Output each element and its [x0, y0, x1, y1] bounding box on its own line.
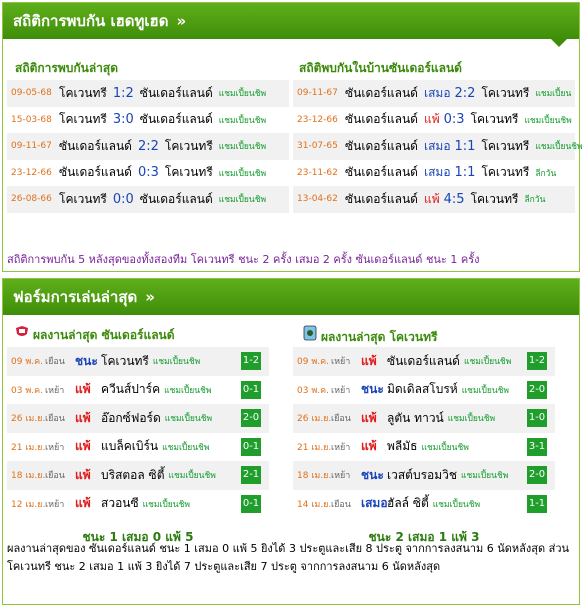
match-result: แพ้ [423, 112, 440, 127]
form-row[interactable] [7, 490, 269, 519]
match-result: ชนะ [361, 467, 384, 482]
opponent[interactable]: โคเวนทรี [101, 353, 149, 368]
score-badge[interactable]: 2-1 [241, 466, 261, 484]
form-total: ชนะ 1 เสมอ 0 แพ้ 5 [82, 530, 194, 544]
match-score[interactable]: 2:2 [137, 138, 159, 154]
score-badge[interactable]: 1-1 [527, 495, 547, 513]
h2h-right-table [293, 80, 583, 213]
competition: แชมเปี้ยนชิพ [218, 168, 267, 179]
home-away: เหย้า [331, 357, 351, 368]
match-result: เสมอ [361, 496, 388, 511]
home-team[interactable]: โคเวนทรี [59, 112, 107, 127]
h2h-row[interactable] [293, 133, 583, 160]
form-left-title-text: ผลงานล่าสุด ซันเดอร์แลนด์ [33, 328, 175, 342]
match-date: 23-12-66 [11, 167, 52, 178]
form-right-table [293, 347, 555, 547]
form-row[interactable] [293, 347, 555, 376]
match-date: 23-11-62 [297, 167, 338, 178]
score-badge[interactable]: 2-0 [241, 409, 261, 427]
home-team[interactable]: ซันเดอร์แลนด์ [345, 112, 418, 127]
opponent[interactable]: เวสต์บรอมวิช [387, 467, 458, 482]
match-score[interactable]: 4:5 [443, 191, 465, 207]
competition: ลีกวัน [524, 195, 546, 206]
competition: แชมเปี้ยนชิพ [447, 414, 496, 425]
score-badge[interactable]: 0-1 [241, 495, 261, 513]
form-row[interactable] [7, 461, 269, 490]
competition: แชมเปี้ยนชิพ [218, 195, 267, 206]
h2h-row[interactable] [293, 186, 575, 213]
match-score[interactable]: 0:3 [137, 165, 159, 181]
opponent[interactable]: ลูตัน ทาวน์ [387, 410, 444, 425]
home-away: เยือน [45, 471, 65, 482]
opponent[interactable]: แบล็คเบิร์น [101, 439, 159, 454]
match-result: แพ้ [75, 410, 91, 425]
match-date: 09-11-67 [11, 141, 52, 152]
competition: แชมเปี้ยนชิพ [535, 142, 583, 153]
score-badge[interactable]: 0-1 [241, 381, 261, 399]
home-away: เยือน [45, 357, 65, 368]
competition: แชมเปี้ยนชิพ [168, 471, 216, 482]
away-team[interactable]: โคเวนทรี [164, 165, 213, 180]
match-score[interactable]: 0:0 [112, 191, 134, 207]
h2h-title: สถิติการพบกัน เฮดทูเฮด [13, 12, 169, 30]
h2h-row[interactable] [7, 186, 289, 213]
home-away: เหย้า [331, 385, 351, 396]
match-date: 09 พ.ค. [11, 357, 43, 368]
away-team[interactable]: โคเวนทรี [481, 85, 530, 100]
match-score[interactable]: 1:1 [454, 165, 476, 181]
match-score[interactable]: 0:3 [443, 112, 465, 128]
score-badge[interactable]: 0-1 [241, 438, 261, 456]
form-left-table [7, 347, 269, 547]
away-team[interactable]: ซันเดอร์แลนด์ [139, 191, 213, 206]
score-badge[interactable]: 3-1 [527, 438, 547, 456]
h2h-left-title: สถิติการพบกันล่าสุด [15, 61, 119, 75]
match-date: 14 เม.ย. [297, 499, 332, 510]
form-right-title-text: ผลงานล่าสุด โคเวนทรี [321, 330, 438, 344]
match-score[interactable]: 2:2 [454, 85, 476, 101]
h2h-row[interactable] [7, 80, 289, 107]
competition: แชมเปี้ยนชิพ [421, 442, 469, 453]
match-date: 23-12-66 [297, 114, 338, 125]
competition: ลีกวัน [535, 168, 557, 179]
chevron-right-icon[interactable]: » [176, 12, 187, 30]
score-badge[interactable]: 1-0 [527, 409, 547, 427]
match-result: แพ้ [75, 382, 91, 397]
match-result: เสมอ [423, 165, 451, 180]
h2h-summary: สถิติการพบกัน 5 หลังสุดของทั้งสองทีม โคเวนทรี ชนะ 2 ครั้ง เสมอ 2 ครั้ง ซันเดอร์แลนด์ ชนะ 1 ครั้ง [7, 253, 480, 266]
competition: แชมเปี้ยนชิพ [152, 357, 201, 368]
home-away: เยือน [331, 499, 351, 510]
match-date: 26 เม.ย. [297, 414, 332, 425]
match-result: แพ้ [423, 191, 440, 206]
match-date: 13-04-62 [297, 194, 338, 205]
match-date: 03 พ.ค. [11, 385, 43, 396]
away-team[interactable]: ซันเดอร์แลนด์ [139, 85, 213, 100]
h2h-row[interactable] [293, 80, 575, 107]
match-date: 18 เม.ย. [297, 471, 332, 482]
competition: แชมเปี้ยนชิพ [164, 414, 213, 425]
away-team[interactable]: โคเวนทรี [481, 165, 530, 180]
match-result: เสมอ [423, 85, 451, 100]
chevron-right-icon[interactable]: » [145, 288, 155, 306]
form-left-title [15, 325, 175, 345]
h2h-header [3, 3, 579, 39]
match-score[interactable]: 1:1 [454, 138, 476, 154]
form-total: ชนะ 2 เสมอ 1 แพ้ 3 [368, 530, 480, 544]
home-away: เยือน [331, 414, 351, 425]
away-team[interactable]: โคเวนทรี [470, 191, 519, 206]
competition: แชมเปี้ยน [535, 89, 572, 100]
match-result: แพ้ [75, 496, 91, 511]
match-result: แพ้ [361, 439, 377, 454]
h2h-row[interactable] [7, 160, 289, 187]
match-date: 12 เม.ย. [11, 499, 46, 510]
form-row[interactable] [7, 347, 269, 376]
score-badge[interactable]: 1-2 [527, 352, 547, 370]
sunderland-crest-icon [15, 325, 29, 342]
opponent[interactable]: พลีมัธ [387, 439, 418, 454]
competition: แชมเปี้ยนชิพ [162, 442, 210, 453]
match-date: 09-05-68 [11, 88, 52, 99]
h2h-row[interactable] [293, 107, 575, 134]
home-team[interactable]: โคเวนทรี [59, 85, 107, 100]
competition: แชมเปี้ยนชิพ [463, 357, 512, 368]
home-away: เหย้า [45, 442, 65, 453]
form-bottom-summary: ผลงานล่าสุดของ ซันเดอร์แลนด์ ชนะ 1 เสมอ 0 แพ้ 5 ยิงได้ 3 ประตูและเสีย 8 ประตู จากการลงสนาม 6 นัดหลังสุด ส่วน โคเวนทรี ชนะ 2 เสมอ 1 แพ้ 3 ยิงได้ 7 ประตูและเสีย 7 ประตู จากการลงสนาม 6 นัดหลังสุด [7, 542, 570, 573]
form-row[interactable] [7, 433, 269, 462]
form-row[interactable] [7, 376, 269, 405]
form-panel [2, 278, 580, 605]
form-row[interactable] [293, 490, 555, 519]
competition: แชมเปี้ยนชิพ [218, 89, 267, 100]
h2h-row[interactable] [7, 133, 289, 160]
match-result: ชนะ [361, 382, 384, 397]
match-date: 09-11-67 [297, 88, 338, 99]
form-row[interactable] [293, 461, 555, 490]
competition: แชมเปี้ยนชิพ [524, 115, 572, 126]
score-badge[interactable]: 1-2 [241, 352, 261, 370]
form-row[interactable] [293, 433, 555, 462]
home-team[interactable]: ซันเดอร์แลนด์ [59, 165, 132, 180]
header-notch [551, 39, 567, 47]
form-row[interactable] [293, 404, 555, 433]
home-team[interactable]: ซันเดอร์แลนด์ [345, 138, 418, 153]
home-away: เหย้า [45, 499, 65, 510]
away-team[interactable]: โคเวนทรี [470, 112, 519, 127]
match-date: 09 พ.ค. [297, 357, 329, 368]
match-result: แพ้ [75, 467, 91, 482]
h2h-panel [2, 2, 583, 272]
match-result: ชนะ [75, 353, 98, 368]
competition: แชมเปี้ยนชิพ [432, 499, 481, 510]
match-result: แพ้ [361, 410, 377, 425]
match-date: 26 เม.ย. [11, 414, 46, 425]
competition: แชมเปี้ยนชิพ [164, 385, 212, 396]
form-row[interactable] [293, 376, 555, 405]
home-away: เหย้า [331, 442, 351, 453]
match-date: 03 พ.ค. [297, 385, 329, 396]
competition: แชมเปี้ยนชิพ [142, 499, 190, 510]
score-badge[interactable]: 2-0 [527, 381, 547, 399]
match-date: 21 เม.ย. [297, 442, 332, 453]
opponent[interactable]: ฮัลล์ ซิตี้ [387, 496, 429, 511]
match-date: 15-03-68 [11, 114, 52, 125]
opponent[interactable]: มิดเดิลสโบรห์ [387, 382, 458, 397]
home-team[interactable]: ซันเดอร์แลนด์ [59, 138, 132, 153]
away-team[interactable]: โคเวนทรี [164, 138, 213, 153]
match-date: 18 เม.ย. [11, 471, 46, 482]
match-date: 21 เม.ย. [11, 442, 46, 453]
match-score[interactable]: 1:2 [112, 85, 134, 101]
opponent[interactable]: อ๊อกซ์ฟอร์ด [101, 410, 161, 425]
h2h-row[interactable] [293, 160, 575, 187]
score-badge[interactable]: 2-0 [527, 466, 547, 484]
home-team[interactable]: ซันเดอร์แลนด์ [345, 191, 418, 206]
match-result: เสมอ [423, 138, 451, 153]
away-team[interactable]: โคเวนทรี [481, 138, 530, 153]
form-row[interactable] [7, 404, 269, 433]
form-title: ฟอร์มการเล่นล่าสุด [13, 288, 138, 306]
h2h-row[interactable] [7, 107, 289, 134]
competition: แชมเปี้ยนชิพ [218, 142, 267, 153]
form-header [3, 279, 579, 315]
coventry-crest-icon [303, 325, 317, 344]
home-team[interactable]: ซันเดอร์แลนด์ [345, 85, 418, 100]
opponent[interactable]: บริสตอล ซิตี้ [101, 467, 165, 482]
match-date: 26-08-66 [11, 194, 52, 205]
opponent[interactable]: ซันเดอร์แลนด์ [387, 353, 460, 368]
competition: แชมเปี้ยนชิพ [461, 471, 509, 482]
away-team[interactable]: ซันเดอร์แลนด์ [139, 112, 213, 127]
match-date: 31-07-65 [297, 141, 338, 152]
home-away: เยือน [45, 414, 65, 425]
match-score[interactable]: 3:0 [112, 112, 134, 128]
match-result: แพ้ [75, 439, 91, 454]
h2h-right-title: สถิติพบกันในบ้านซันเดอร์แลนด์ [299, 61, 462, 75]
opponent[interactable]: ควีนส์ปาร์ค [101, 382, 161, 397]
competition: แชมเปี้ยนชิพ [461, 385, 510, 396]
home-away: เหย้า [331, 471, 351, 482]
home-away: เหย้า [45, 385, 65, 396]
home-team[interactable]: ซันเดอร์แลนด์ [345, 165, 418, 180]
opponent[interactable]: สวอนซี [101, 496, 139, 511]
h2h-left-table [7, 80, 289, 213]
form-right-title [303, 325, 437, 347]
match-result: แพ้ [361, 353, 377, 368]
competition: แชมเปี้ยนชิพ [218, 115, 267, 126]
home-team[interactable]: โคเวนทรี [59, 191, 107, 206]
